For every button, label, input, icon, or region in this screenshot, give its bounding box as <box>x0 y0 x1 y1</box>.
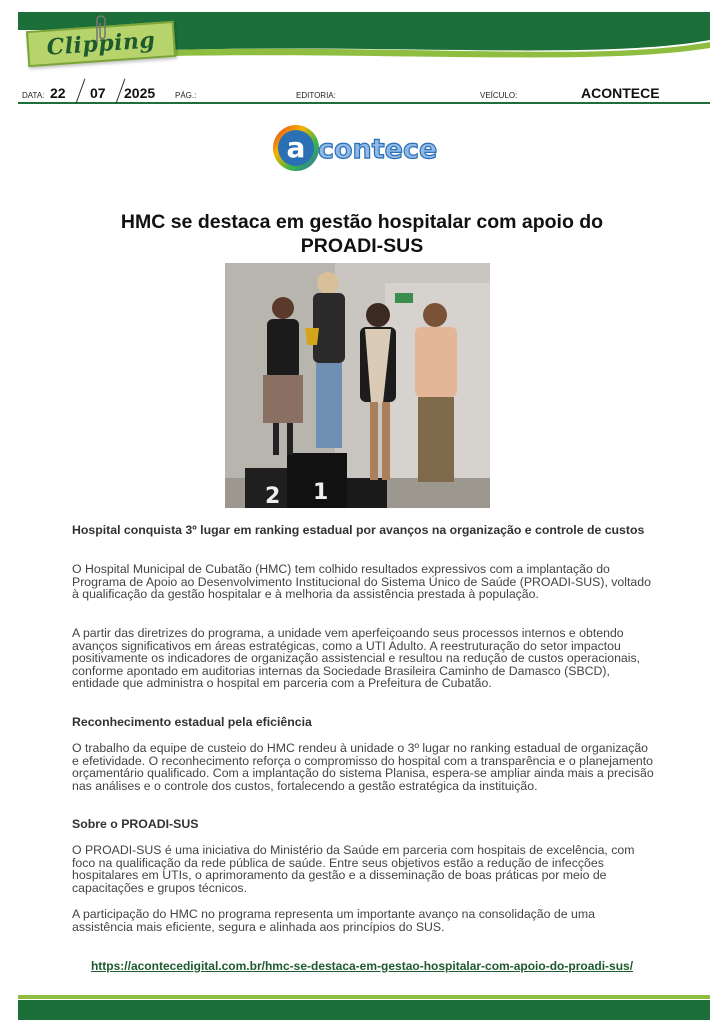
logo-letter: a <box>286 131 306 164</box>
veiculo-label: VEÍCULO: <box>480 91 518 100</box>
podium-number: 2 <box>265 484 281 508</box>
acontece-logo <box>272 121 454 175</box>
date-label: DATA: <box>22 91 45 100</box>
department-line: ON-LINE • DEPARTAMENTO DE IMPRENSA • PMC <box>178 38 418 50</box>
article-headline <box>60 210 664 258</box>
footer-accent-line <box>18 995 710 999</box>
paragraph-1: O Hospital Municipal de Cubatão (HMC) tem colhido resultados expressivos com a implantação do Programa de Apoio ao Desenvolvimento Institucional do Sistema Único de Saúde (PROADI-SUS), voltado à qualificação da gestão hospitalar e à melhoria da assistência prestada à população. <box>72 562 651 602</box>
editoria-label: EDITORIA: <box>296 91 336 100</box>
metadata-row <box>18 82 710 104</box>
headline-line-2: PROADI-SUS <box>300 235 424 257</box>
date-slash <box>76 79 86 104</box>
source-link[interactable]: https://acontecedigital.com.br/hmc-se-destaca-em-gestao-hospitalar-com-apoio-do-proadi-sus/ <box>90 959 634 973</box>
footer-bar <box>18 1000 710 1020</box>
paragraph-4: O PROADI-SUS é uma iniciativa do Ministério da Saúde em parceria com hospitais de excelência, com foco na qualificação da rede pública de saúde. Entre seus objetivos estão a redução de infecções hospitalares em UTIs, o aprimoramento da gestão e a disseminação de boas práticas por meio de capacitações e grupos técnicos. <box>72 843 635 895</box>
podium-number: 1 <box>313 480 329 505</box>
logo-text: contece <box>318 134 438 165</box>
article-photo <box>225 263 490 508</box>
clipping-label: Clipping <box>45 27 157 61</box>
date-month: 07 <box>90 85 106 101</box>
date-day: 22 <box>50 85 66 101</box>
paragraph-5: A participação do HMC no programa representa um importante avanço na consolidação de uma assistência mais eficiente, segura e alinhada aos princípios do SUS. <box>72 907 595 934</box>
paperclip-icon <box>92 14 108 44</box>
section-heading-recognition: Reconhecimento estadual pela eficiência <box>72 715 312 729</box>
section-heading-about: Sobre o PROADI-SUS <box>72 817 199 831</box>
article-subheadline: Hospital conquista 3º lugar em ranking estadual por avanços na organização e controle de custos <box>72 523 645 537</box>
veiculo-value: ACONTECE <box>581 85 660 101</box>
paragraph-2: A partir das diretrizes do programa, a unidade vem aperfeiçoando seus processos internos e obtendo avanços significativos em áreas estratégicas, como a UTI Adulto. A reestruturação do setor impactou positivamente os indicadores de organização assistencial e resultou na redução de custos operacionais, conforme apontado em auditorias internas da Sociedade Brasileira Caminho de Damasco (SBCD), entidade que administra o hospital em parceria com a Prefeitura de Cubatão. <box>72 626 641 691</box>
paragraph-3: O trabalho da equipe de custeio do HMC rendeu à unidade o 3º lugar no ranking estadual de organização e efetividade. O reconhecimento reforça o compromisso do hospital com a transparência e o planejamento orçamentário qualificado. Com a implantação do sistema Planisa, espera-se ampliar ainda mais a precisão nas análises e o controle dos custos, fortalecendo a gestão estratégica da instituição. <box>72 741 654 793</box>
page-label: PÁG.: <box>175 91 197 100</box>
date-year: 2025 <box>124 85 156 101</box>
headline-line-1: HMC se destaca em gestão hospitalar com apoio do <box>120 211 604 233</box>
